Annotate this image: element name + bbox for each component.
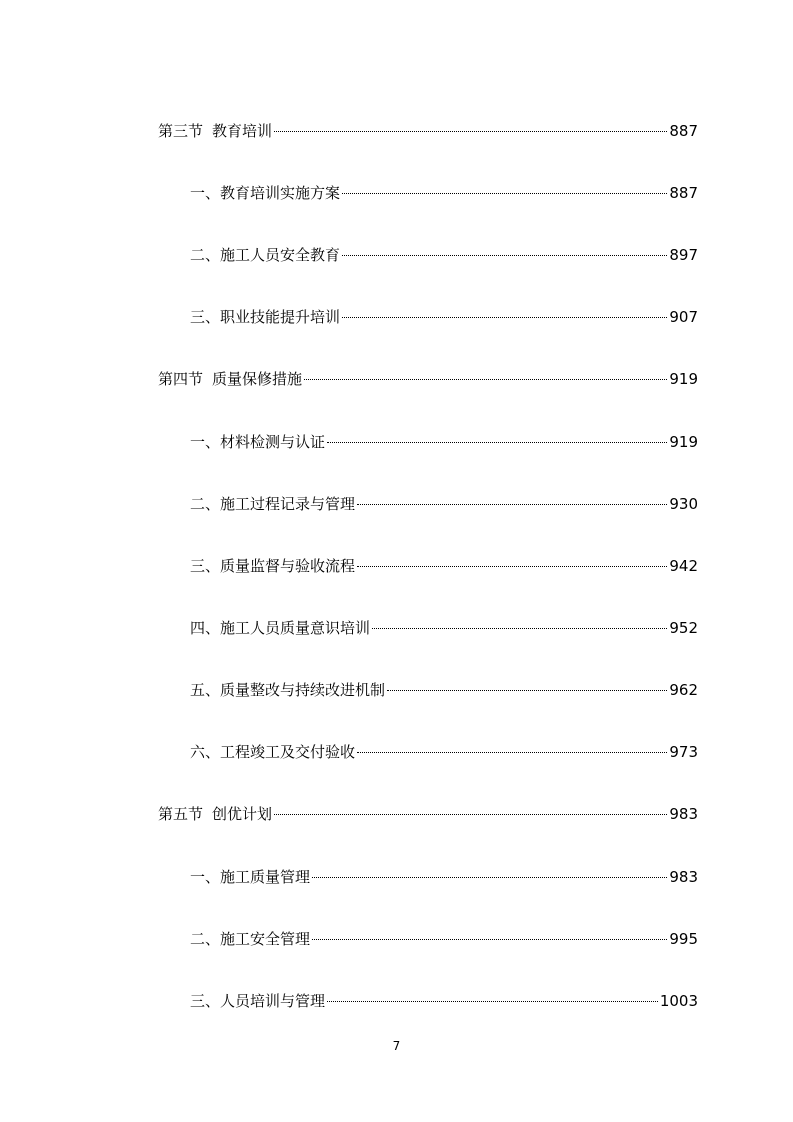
toc-dot-leader [372, 628, 667, 629]
toc-dot-leader [342, 317, 667, 318]
toc-section-title: 质量保修措施 [212, 370, 303, 388]
toc-page-number: 942 [669, 557, 698, 575]
toc-dot-leader [304, 379, 667, 380]
toc-subsection-entry[interactable] [190, 867, 698, 887]
toc-dot-leader [327, 1001, 658, 1002]
toc-entry-title: 三、质量监督与验收流程 [190, 557, 356, 575]
toc-subsection-entry[interactable] [190, 183, 698, 203]
toc-section-label: 第五节 [158, 805, 204, 823]
toc-subsection-entry[interactable] [190, 742, 698, 762]
toc-section-label: 第三节 [158, 122, 204, 140]
toc-entry-title: 二、施工过程记录与管理 [190, 495, 356, 513]
toc-section-entry[interactable] [158, 804, 698, 824]
toc-page-number: 919 [669, 370, 698, 388]
toc-dot-leader [274, 814, 667, 815]
toc-entry-title: 一、材料检测与认证 [190, 433, 326, 451]
toc-dot-leader [387, 690, 667, 691]
toc-subsection-entry[interactable] [190, 307, 698, 327]
toc-section-entry[interactable] [158, 121, 698, 141]
toc-entry-title [158, 804, 272, 824]
toc-page-number: 962 [669, 681, 698, 699]
toc-page-number: 897 [669, 246, 698, 264]
toc-section-title: 创优计划 [212, 805, 273, 823]
toc-section-title: 教育培训 [212, 122, 273, 140]
toc-dot-leader [312, 877, 667, 878]
toc-subsection-entry[interactable] [190, 556, 698, 576]
toc-page-number: 930 [669, 495, 698, 513]
toc-subsection-entry[interactable] [190, 494, 698, 514]
toc-dot-leader [342, 255, 667, 256]
toc-page-number: 983 [669, 868, 698, 886]
toc-entry-title [158, 369, 302, 389]
toc-dot-leader [327, 442, 667, 443]
toc-page-number: 887 [669, 122, 698, 140]
toc-subsection-entry[interactable] [190, 245, 698, 265]
toc-dot-leader [274, 131, 667, 132]
toc-entry-title: 四、施工人员质量意识培训 [190, 619, 371, 637]
toc-page-number: 1003 [659, 992, 698, 1010]
toc-section-entry[interactable] [158, 369, 698, 389]
toc-page-number: 973 [669, 743, 698, 761]
toc-dot-leader [342, 193, 667, 194]
toc-dot-leader [357, 566, 667, 567]
toc-subsection-entry[interactable] [190, 929, 698, 949]
toc-section-label: 第四节 [158, 370, 204, 388]
toc-dot-leader [312, 939, 667, 940]
toc-entry-title: 一、施工质量管理 [190, 868, 311, 886]
toc-subsection-entry[interactable] [190, 991, 698, 1011]
toc-subsection-entry[interactable] [190, 618, 698, 638]
toc-entry-title: 二、施工安全管理 [190, 930, 311, 948]
toc-page-number: 887 [669, 184, 698, 202]
toc-page-number: 983 [669, 805, 698, 823]
toc-page-number: 907 [669, 308, 698, 326]
toc-subsection-entry[interactable] [190, 680, 698, 700]
toc-page-number: 919 [669, 433, 698, 451]
toc-entry-title: 六、工程竣工及交付验收 [190, 743, 356, 761]
toc-entry-title: 二、施工人员安全教育 [190, 246, 341, 264]
toc-dot-leader [357, 504, 667, 505]
toc-page-number: 995 [669, 930, 698, 948]
toc-subsection-entry[interactable] [190, 432, 698, 452]
page-footer-number: 7 [392, 1039, 401, 1053]
toc-entry-title: 五、质量整改与持续改进机制 [190, 681, 386, 699]
toc-dot-leader [357, 752, 667, 753]
toc-entry-title [158, 121, 272, 141]
toc-page-number: 952 [669, 619, 698, 637]
toc-entry-title: 一、教育培训实施方案 [190, 184, 341, 202]
toc-entry-title: 三、人员培训与管理 [190, 992, 326, 1010]
toc-entry-title: 三、职业技能提升培训 [190, 308, 341, 326]
